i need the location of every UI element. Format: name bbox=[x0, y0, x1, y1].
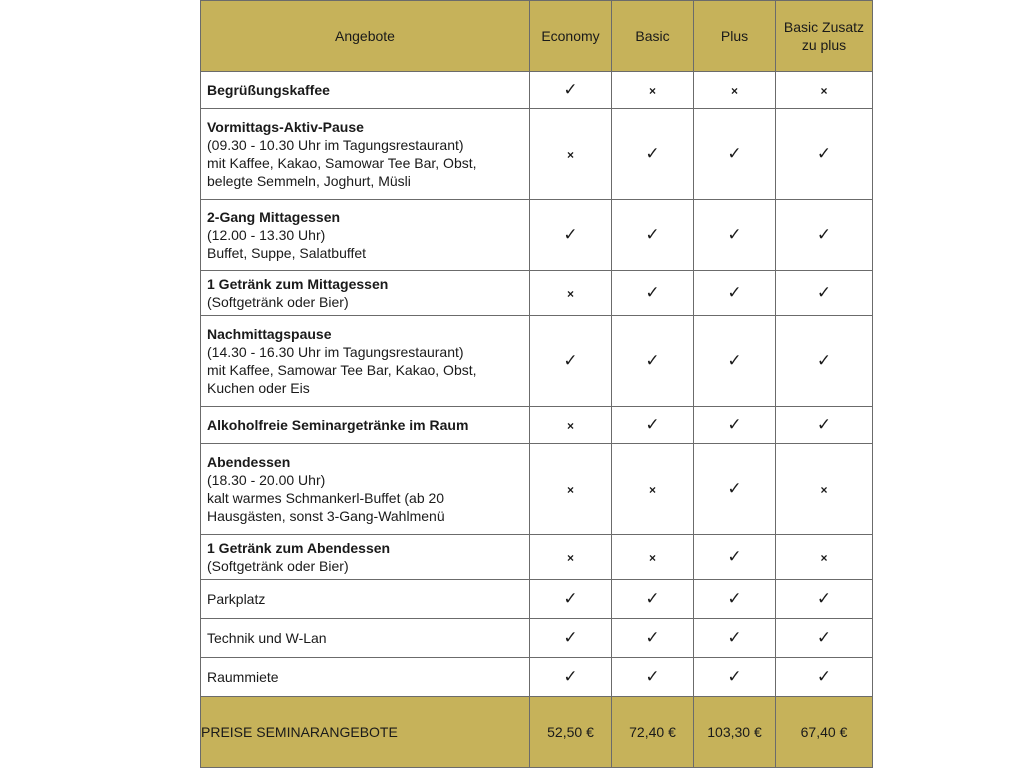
check-icon: ✓ bbox=[816, 144, 832, 163]
mark-cell-basic-zusatz bbox=[776, 271, 873, 316]
cross-icon: × bbox=[648, 482, 656, 497]
mark-cell-basic-zusatz bbox=[776, 72, 873, 109]
row-detail-line: Kuchen oder Eis bbox=[207, 380, 310, 396]
row-description bbox=[201, 444, 530, 535]
mark-cell-basic-zusatz bbox=[776, 444, 873, 535]
price-label: PREISE SEMINARANGEBOTE bbox=[201, 697, 530, 768]
row-description bbox=[201, 658, 530, 697]
check-icon: ✓ bbox=[645, 283, 660, 302]
cross-icon: × bbox=[730, 83, 738, 98]
mark-cell-plus bbox=[694, 271, 776, 316]
row-detail-line: Raummiete bbox=[207, 669, 279, 685]
check-icon: ✓ bbox=[645, 351, 660, 370]
cross-icon: × bbox=[820, 482, 828, 497]
check-icon: ✓ bbox=[727, 667, 742, 686]
table-row bbox=[201, 444, 873, 535]
check-icon: ✓ bbox=[645, 415, 660, 434]
row-detail-line: (Softgetränk oder Bier) bbox=[207, 558, 349, 574]
offers-table bbox=[200, 0, 873, 768]
check-icon: ✓ bbox=[645, 667, 660, 686]
mark-cell-basic bbox=[612, 72, 694, 109]
mark-cell-basic-zusatz bbox=[776, 200, 873, 271]
table-row bbox=[201, 72, 873, 109]
row-title: 1 Getränk zum Abendessen bbox=[207, 540, 391, 556]
mark-cell-basic bbox=[612, 580, 694, 619]
mark-cell-plus bbox=[694, 200, 776, 271]
mark-cell-basic bbox=[612, 535, 694, 580]
check-icon: ✓ bbox=[563, 351, 578, 370]
check-icon: ✓ bbox=[816, 415, 832, 434]
cross-icon: × bbox=[648, 550, 656, 565]
table-row bbox=[201, 271, 873, 316]
mark-cell-basic-zusatz bbox=[776, 109, 873, 200]
cross-icon: × bbox=[566, 482, 574, 497]
check-icon: ✓ bbox=[816, 589, 832, 608]
row-title: Nachmittagspause bbox=[207, 326, 332, 342]
header-zusatz-line1: Basic Zusatz bbox=[783, 19, 865, 35]
cross-icon: × bbox=[566, 286, 574, 301]
row-description bbox=[201, 316, 530, 407]
row-detail-line: mit Kaffee, Kakao, Samowar Tee Bar, Obst, bbox=[207, 155, 477, 171]
cross-icon: × bbox=[648, 83, 656, 98]
cross-icon: × bbox=[566, 418, 574, 433]
check-icon: ✓ bbox=[816, 628, 832, 647]
header-row bbox=[201, 1, 873, 72]
cross-icon: × bbox=[820, 550, 828, 565]
mark-cell-plus bbox=[694, 316, 776, 407]
check-icon: ✓ bbox=[563, 667, 578, 686]
table-row bbox=[201, 200, 873, 271]
header-economy: Economy bbox=[530, 1, 612, 72]
cross-icon: × bbox=[566, 550, 574, 565]
price-plus: 103,30 € bbox=[694, 697, 776, 768]
row-detail-line: (12.00 - 13.30 Uhr) bbox=[207, 227, 326, 243]
row-title: Alkoholfreie Seminargetränke im Raum bbox=[207, 417, 469, 433]
check-icon: ✓ bbox=[816, 283, 832, 302]
check-icon: ✓ bbox=[563, 628, 578, 647]
check-icon: ✓ bbox=[727, 479, 742, 498]
check-icon: ✓ bbox=[816, 351, 832, 370]
header-basic-zusatz bbox=[776, 1, 873, 72]
row-description bbox=[201, 580, 530, 619]
mark-cell-basic-zusatz bbox=[776, 535, 873, 580]
mark-cell-basic-zusatz bbox=[776, 316, 873, 407]
check-icon: ✓ bbox=[563, 80, 578, 99]
row-description bbox=[201, 72, 530, 109]
header-offers: Angebote bbox=[201, 1, 530, 72]
check-icon: ✓ bbox=[563, 225, 578, 244]
row-title: 2-Gang Mittagessen bbox=[207, 209, 341, 225]
mark-cell-economy bbox=[530, 658, 612, 697]
mark-cell-basic bbox=[612, 658, 694, 697]
check-icon: ✓ bbox=[563, 589, 578, 608]
row-title: Vormittags-Aktiv-Pause bbox=[207, 119, 364, 135]
row-detail-line: Hausgästen, sonst 3-Gang-Wahlmenü bbox=[207, 508, 445, 524]
mark-cell-basic-zusatz bbox=[776, 658, 873, 697]
row-detail-line: belegte Semmeln, Joghurt, Müsli bbox=[207, 173, 411, 189]
row-title: 1 Getränk zum Mittagessen bbox=[207, 276, 389, 292]
row-description bbox=[201, 619, 530, 658]
mark-cell-basic bbox=[612, 200, 694, 271]
mark-cell-plus bbox=[694, 407, 776, 444]
mark-cell-economy bbox=[530, 580, 612, 619]
cross-icon: × bbox=[820, 83, 828, 98]
check-icon: ✓ bbox=[727, 283, 742, 302]
mark-cell-plus bbox=[694, 109, 776, 200]
mark-cell-basic-zusatz bbox=[776, 407, 873, 444]
row-description bbox=[201, 109, 530, 200]
row-detail-line: mit Kaffee, Samowar Tee Bar, Kakao, Obst, bbox=[207, 362, 477, 378]
row-description bbox=[201, 271, 530, 316]
check-icon: ✓ bbox=[727, 144, 742, 163]
mark-cell-plus bbox=[694, 580, 776, 619]
row-detail-line: (09.30 - 10.30 Uhr im Tagungsrestaurant) bbox=[207, 137, 464, 153]
mark-cell-plus bbox=[694, 535, 776, 580]
mark-cell-plus bbox=[694, 72, 776, 109]
mark-cell-plus bbox=[694, 658, 776, 697]
mark-cell-plus bbox=[694, 444, 776, 535]
row-detail-line: Buffet, Suppe, Salatbuffet bbox=[207, 245, 367, 261]
row-description bbox=[201, 200, 530, 271]
check-icon: ✓ bbox=[727, 589, 742, 608]
table-row bbox=[201, 535, 873, 580]
mark-cell-basic bbox=[612, 316, 694, 407]
check-icon: ✓ bbox=[816, 667, 832, 686]
check-icon: ✓ bbox=[645, 589, 660, 608]
price-basic-zusatz: 67,40 € bbox=[776, 697, 873, 768]
mark-cell-basic bbox=[612, 619, 694, 658]
header-zusatz-line2: zu plus bbox=[801, 37, 847, 53]
mark-cell-basic bbox=[612, 109, 694, 200]
table-row bbox=[201, 658, 873, 697]
header-plus: Plus bbox=[694, 1, 776, 72]
table-row bbox=[201, 580, 873, 619]
mark-cell-economy bbox=[530, 535, 612, 580]
row-detail-line: (14.30 - 16.30 Uhr im Tagungsrestaurant) bbox=[207, 344, 464, 360]
check-icon: ✓ bbox=[816, 225, 832, 244]
table-row bbox=[201, 109, 873, 200]
mark-cell-basic bbox=[612, 271, 694, 316]
check-icon: ✓ bbox=[645, 628, 660, 647]
mark-cell-economy bbox=[530, 407, 612, 444]
mark-cell-economy bbox=[530, 200, 612, 271]
check-icon: ✓ bbox=[727, 225, 742, 244]
mark-cell-basic-zusatz bbox=[776, 619, 873, 658]
mark-cell-economy bbox=[530, 72, 612, 109]
price-basic: 72,40 € bbox=[612, 697, 694, 768]
mark-cell-plus bbox=[694, 619, 776, 658]
mark-cell-economy bbox=[530, 271, 612, 316]
table-row bbox=[201, 407, 873, 444]
mark-cell-basic bbox=[612, 407, 694, 444]
row-title: Begrüßungskaffee bbox=[207, 82, 330, 98]
cross-icon: × bbox=[566, 147, 574, 162]
row-detail-line: (Softgetränk oder Bier) bbox=[207, 294, 349, 310]
row-detail-line: Technik und W-Lan bbox=[207, 630, 327, 646]
row-detail-line: Parkplatz bbox=[207, 591, 266, 607]
check-icon: ✓ bbox=[727, 351, 742, 370]
price-row bbox=[201, 697, 873, 768]
row-detail-line: kalt warmes Schmankerl-Buffet (ab 20 bbox=[207, 490, 445, 506]
check-icon: ✓ bbox=[645, 225, 660, 244]
mark-cell-economy bbox=[530, 316, 612, 407]
check-icon: ✓ bbox=[727, 628, 742, 647]
check-icon: ✓ bbox=[727, 415, 742, 434]
row-detail-line: (18.30 - 20.00 Uhr) bbox=[207, 472, 326, 488]
mark-cell-economy bbox=[530, 619, 612, 658]
mark-cell-economy bbox=[530, 109, 612, 200]
header-basic: Basic bbox=[612, 1, 694, 72]
price-economy: 52,50 € bbox=[530, 697, 612, 768]
row-description bbox=[201, 407, 530, 444]
check-icon: ✓ bbox=[645, 144, 660, 163]
table-row bbox=[201, 619, 873, 658]
row-description bbox=[201, 535, 530, 580]
check-icon: ✓ bbox=[727, 547, 742, 566]
mark-cell-economy bbox=[530, 444, 612, 535]
mark-cell-basic-zusatz bbox=[776, 580, 873, 619]
row-title: Abendessen bbox=[207, 454, 291, 470]
mark-cell-basic bbox=[612, 444, 694, 535]
table-row bbox=[201, 316, 873, 407]
